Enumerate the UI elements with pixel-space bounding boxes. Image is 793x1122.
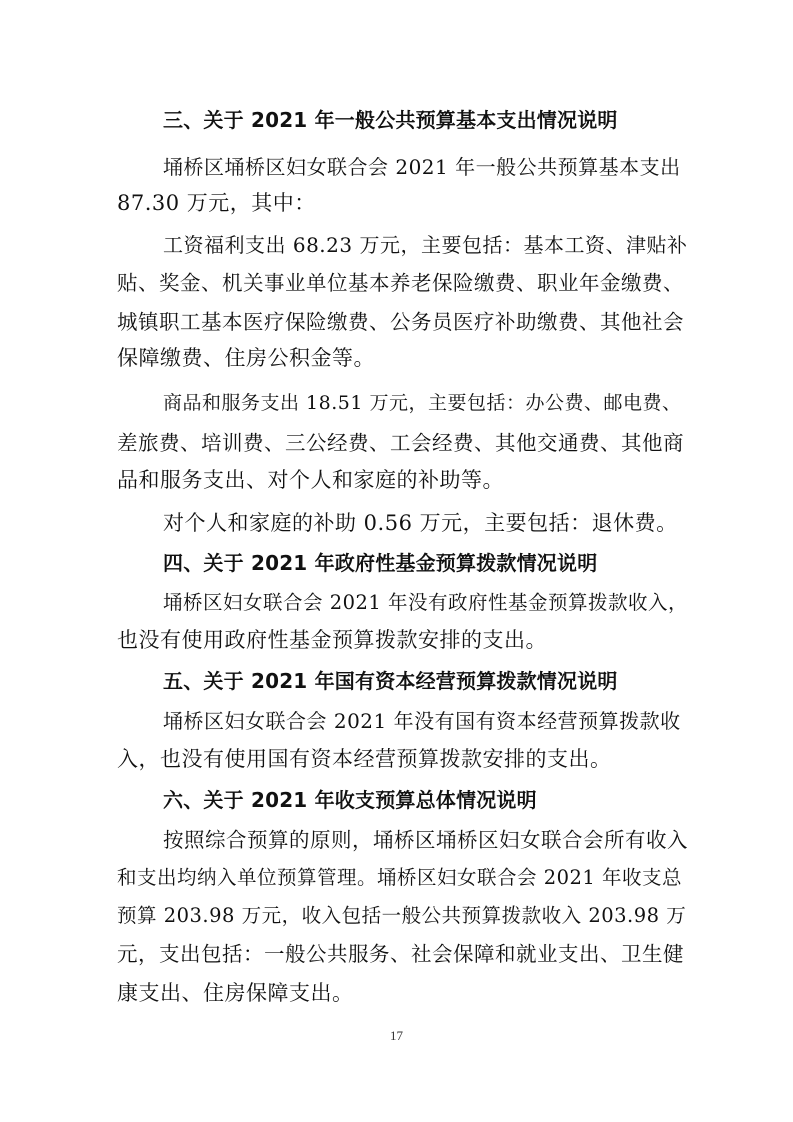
paragraph-line: 对个人和家庭的补助 0.56 万元，主要包括：退休费。 <box>163 511 678 535</box>
paragraph-line: 差旅费、培训费、三公经费、工会经费、其他交通费、其他商 <box>117 431 684 455</box>
paragraph-line: 预算 203.98 万元，收入包括一般公共预算拨款收入 203.98 万 <box>117 904 687 927</box>
paragraph-line: 保障缴费、住房公积金等。 <box>117 346 375 370</box>
paragraph-line: 贴、奖金、机关事业单位基本养老保险缴费、职业年金缴费、 <box>117 271 684 295</box>
paragraph-line: 商品和服务支出 18.51 万元，主要包括：办公费、邮电费、 <box>163 392 682 414</box>
paragraph-line: 埇桥区妇女联合会 2021 年没有政府性基金预算拨款收入， <box>163 591 689 614</box>
paragraph-line: 工资福利支出 68.23 万元，主要包括：基本工资、津贴补 <box>163 233 688 257</box>
paragraph-line: 城镇职工基本医疗保险缴费、公务员医疗补助缴费、其他社会 <box>117 310 684 334</box>
paragraph-line: 和支出均纳入单位预算管理。埇桥区妇女联合会 2021 年收支总 <box>117 866 683 889</box>
section-heading: 六、关于 2021 年收支预算总体情况说明 <box>163 788 537 812</box>
paragraph-line: 元，支出包括：一般公共服务、社会保障和就业支出、卫生健 <box>117 942 684 966</box>
section-heading: 五、关于 2021 年国有资本经营预算拨款情况说明 <box>163 669 618 693</box>
page-number: 17 <box>390 1028 403 1043</box>
paragraph-line: 87.30 万元，其中： <box>117 191 316 215</box>
paragraph-line: 也没有使用政府性基金预算拨款安排的支出。 <box>117 628 547 652</box>
paragraph-line: 按照综合预算的原则，埇桥区埇桥区妇女联合会所有收入 <box>163 828 688 852</box>
paragraph-line: 品和服务支出、对个人和家庭的补助等。 <box>117 468 504 492</box>
paragraph-line: 康支出、住房保障支出。 <box>117 981 354 1005</box>
paragraph-line: 入，也没有使用国有资本经营预算拨款安排的支出。 <box>117 747 612 771</box>
section-heading: 四、关于 2021 年政府性基金预算拨款情况说明 <box>163 551 598 575</box>
paragraph-line: 埇桥区妇女联合会 2021 年没有国有资本经营预算拨款收 <box>163 709 681 733</box>
paragraph-line: 埇桥区埇桥区妇女联合会 2021 年一般公共预算基本支出 <box>163 155 681 179</box>
section-heading: 三、关于 2021 年一般公共预算基本支出情况说明 <box>163 108 618 132</box>
